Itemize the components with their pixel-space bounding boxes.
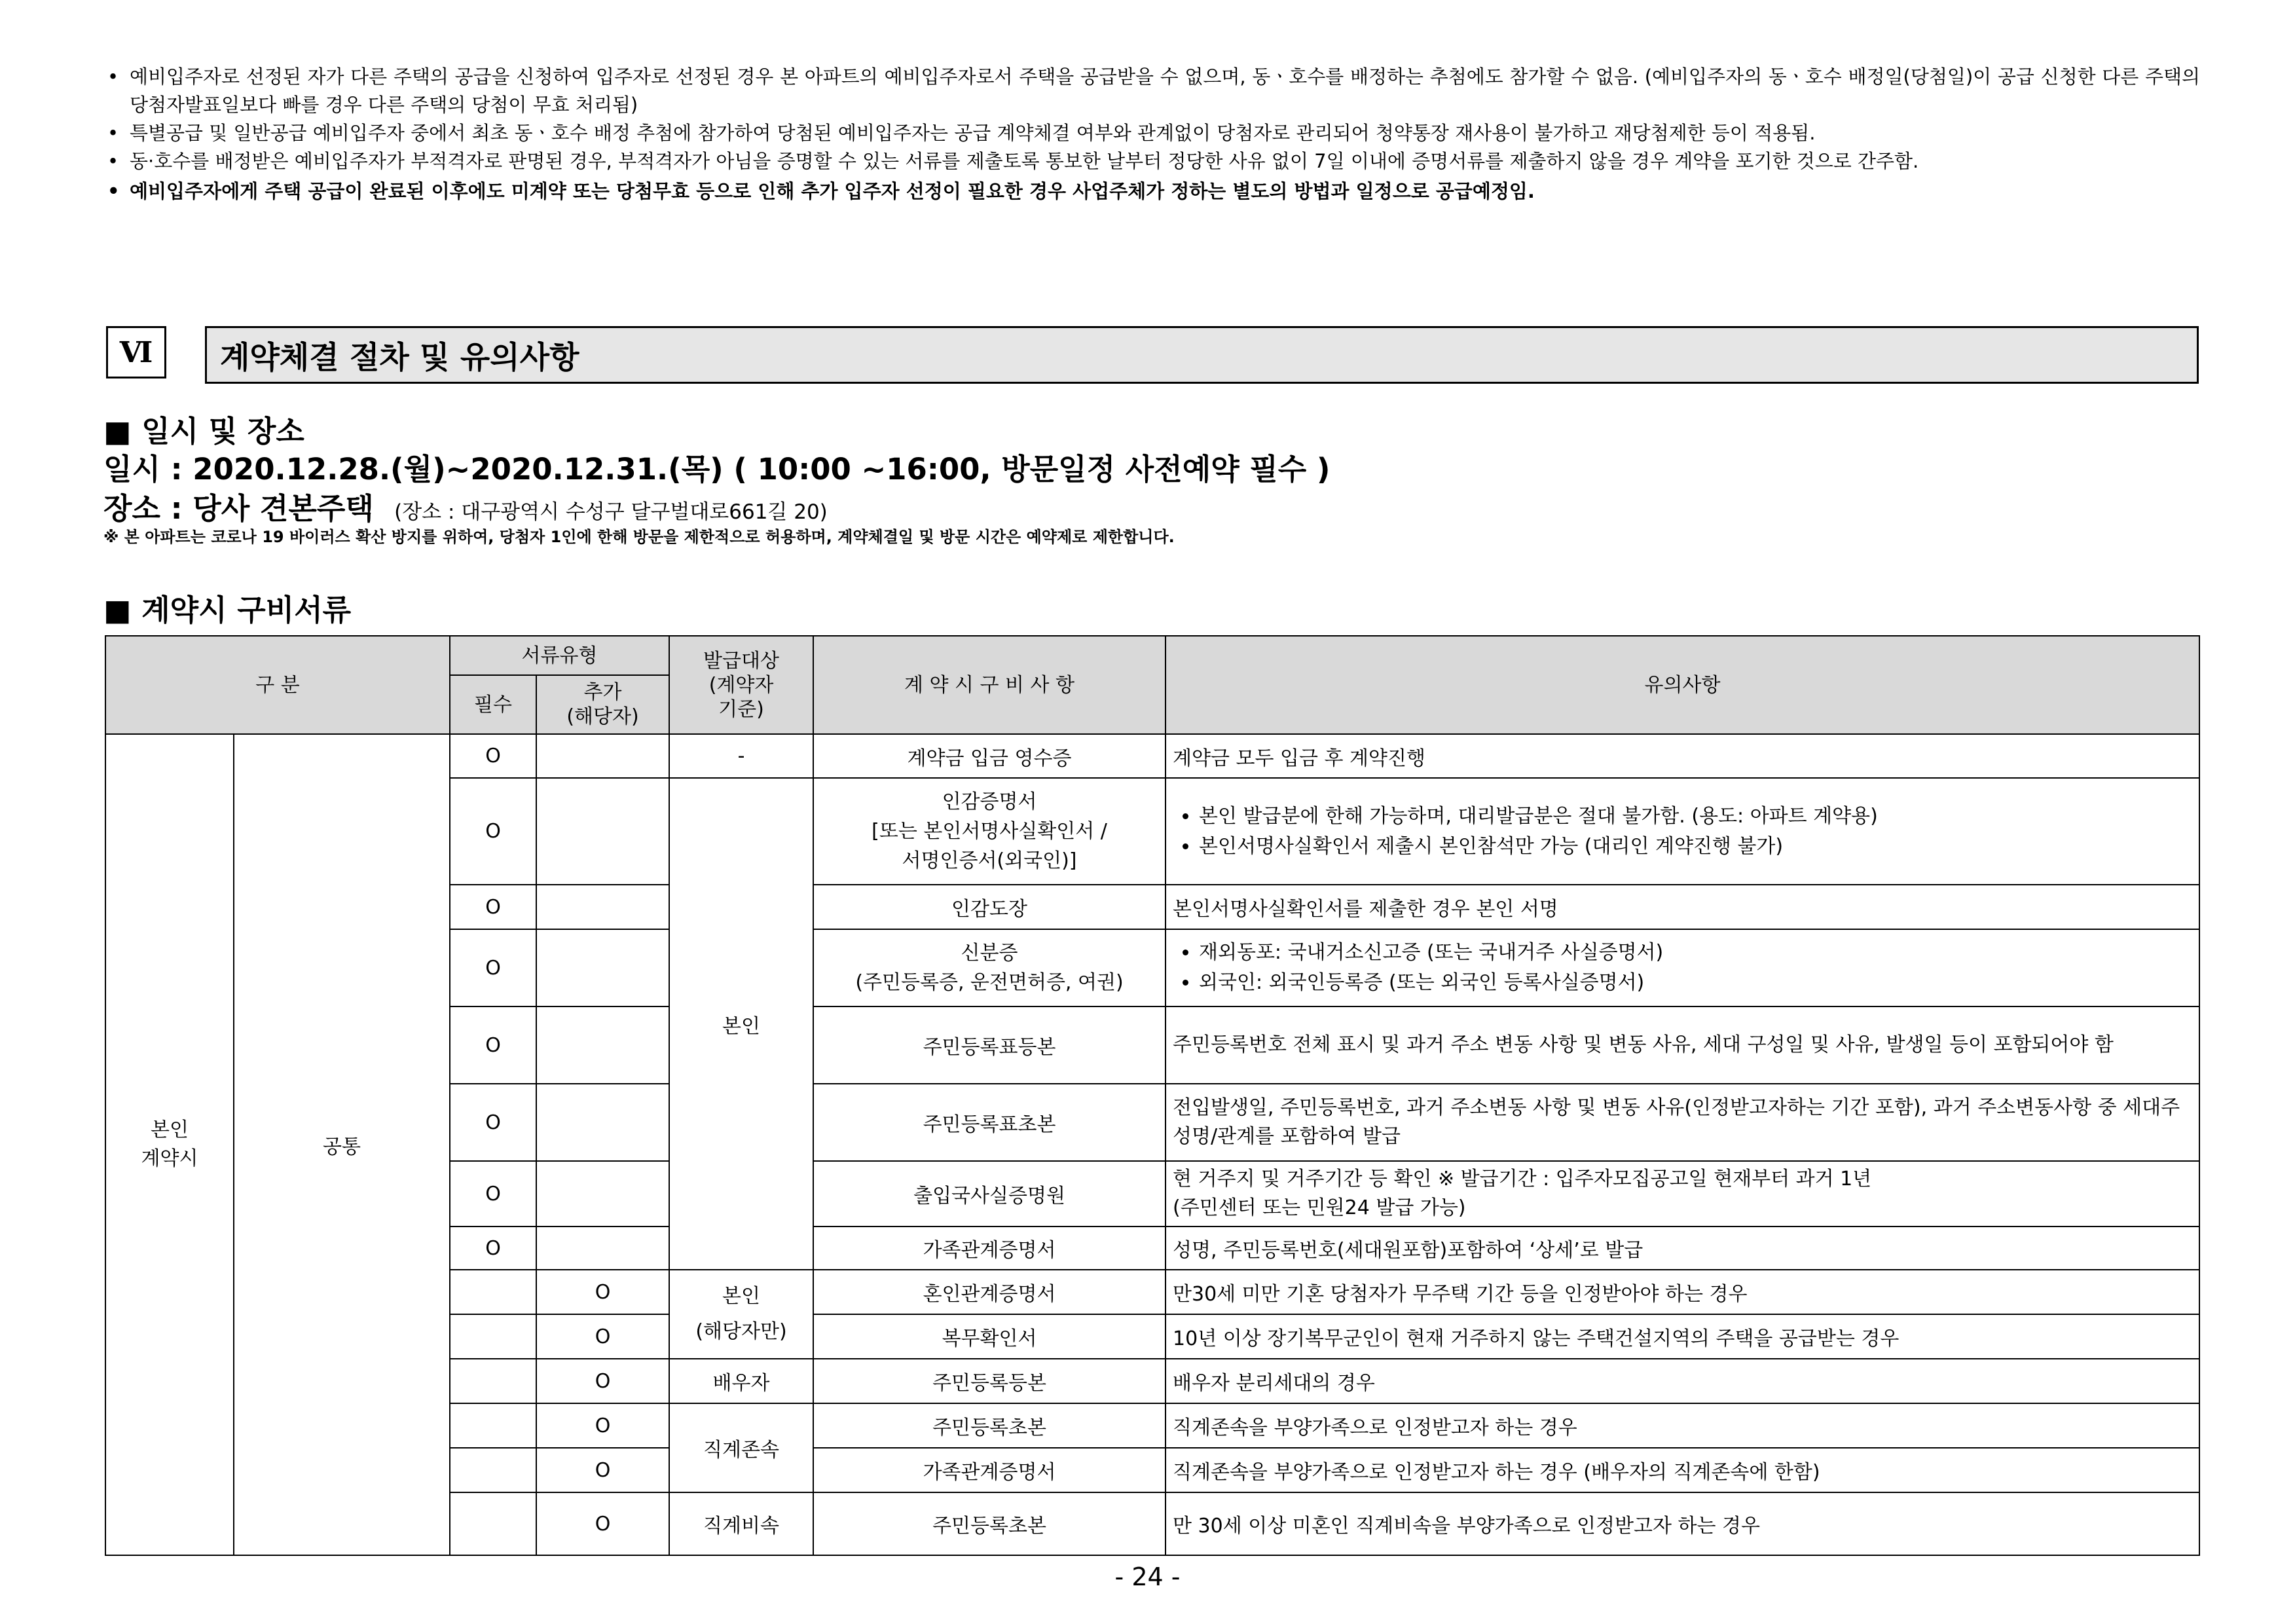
additional-cell: [536, 1161, 669, 1227]
additional-cell: [536, 734, 669, 778]
required-cell: O: [450, 734, 536, 778]
header-notes: 유의사항: [1166, 636, 2199, 734]
required-cell: [450, 1492, 536, 1555]
item-cell: 가족관계증명서: [813, 1448, 1166, 1492]
group-cell: 본인 계약시: [105, 734, 234, 1555]
additional-cell: O: [536, 1359, 669, 1403]
bullet: •: [107, 150, 119, 172]
note-item: [105, 119, 2200, 147]
item-cell: 인감도장: [813, 885, 1166, 929]
note-cell: 10년 이상 장기복무군인이 현재 거주하지 않는 주택건설지역의 주택을 공급받는 경우: [1166, 1314, 2199, 1359]
item-cell: 주민등록표등본: [813, 1006, 1166, 1084]
item-cell: 주민등록표초본: [813, 1084, 1166, 1161]
note-text: 예비입주자로 선정된 자가 다른 주택의 공급을 신청하여 입주자로 선정된 경우 본 아파트의 예비입주자로서 주택을 공급받을 수 없으며, 동ㆍ호수를 배정하는 추첨에도 참가할 수 없음. (예비입주자의 동ㆍ호수 배정일(당첨일)이 공급 신청한 다른 주택의 당첨자발표일보다 빠를 경우 다른 주택의 당첨이 무효 처리됨): [130, 65, 2200, 116]
schedule-place: [103, 485, 828, 527]
required-cell: O: [450, 1161, 536, 1227]
docs-heading: ■ 계약시 구비서류: [103, 593, 352, 627]
documents-table: [105, 635, 2200, 1556]
schedule-date: 일시 : 2020.12.28.(월)~2020.12.31.(목) ( 10:00 ~16:00, 방문일정 사전예약 필수 ): [103, 452, 1331, 487]
note-text: 예비입주자에게 주택 공급이 완료된 이후에도 미계약 또는 당첨무효 등으로 인해 추가 입주자 선정이 필요한 경우 사업주체가 정하는 별도의 방법과 일정으로 공급예정임.: [130, 180, 1535, 202]
note-item: [105, 63, 2200, 119]
issuer-cell: 배우자: [669, 1359, 813, 1403]
note-cell: 현 거주지 및 거주기간 등 확인 ※ 발급기간 : 입주자모집공고일 현재부터 과거 1년 (주민센터 또는 민원24 발급 가능): [1166, 1161, 2199, 1227]
additional-cell: [536, 1084, 669, 1161]
note-cell: 직계존속을 부양가족으로 인정받고자 하는 경우: [1166, 1403, 2199, 1448]
note-bullets: [1173, 802, 2192, 862]
item-cell: 주민등록초본: [813, 1403, 1166, 1448]
additional-cell: O: [536, 1448, 669, 1492]
item-cell: 주민등록초본: [813, 1492, 1166, 1555]
header-required: 필수: [450, 675, 536, 734]
schedule-warning: ※ 본 아파트는 코로나 19 바이러스 확산 방지를 위하여, 당첨자 1인에 한해 방문을 제한적으로 허용하며, 계약체결일 및 방문 시간은 예약제로 제한합니다.: [103, 528, 1175, 546]
header-row: [105, 636, 2199, 675]
required-cell: [450, 1270, 536, 1314]
note-item-bold: [105, 177, 2200, 206]
header-issuer: 발급대상 (계약자 기준): [669, 636, 813, 734]
item-cell: 주민등록등본: [813, 1359, 1166, 1403]
subgroup-cell: 공통: [234, 734, 450, 1555]
header-items: 계 약 시 구 비 사 항: [813, 636, 1166, 734]
header-doc-type: 서류유형: [450, 636, 669, 675]
issuer-cell: 본인: [669, 778, 813, 1270]
additional-cell: [536, 929, 669, 1006]
issuer-cell: -: [669, 734, 813, 778]
bullet: •: [107, 122, 119, 144]
note-bullet: • 본인서명사실확인서 제출시 본인참석만 가능 (대리인 계약진행 불가): [1199, 832, 2192, 862]
additional-cell: [536, 1227, 669, 1270]
item-cell: 혼인관계증명서: [813, 1270, 1166, 1314]
header-category: 구 분: [105, 636, 450, 734]
note-bullets: [1173, 938, 2192, 998]
required-cell: O: [450, 1006, 536, 1084]
item-cell: 인감증명서 [또는 본인서명사실확인서 / 서명인증서(외국인)]: [813, 778, 1166, 885]
place-detail: (장소 : 대구광역시 수성구 달구벌대로661길 20): [394, 500, 828, 524]
note-cell: 만 30세 이상 미혼인 직계비속을 부양가족으로 인정받고자 하는 경우: [1166, 1492, 2199, 1555]
note-cell: [1166, 778, 2199, 885]
issuer-cell: 직계존속: [669, 1403, 813, 1492]
note-bullet: • 재외동포: 국내거소신고증 (또는 국내거주 사실증명서): [1199, 938, 2192, 968]
section-title-text: 계약체결 절차 및 유의사항: [220, 339, 579, 376]
additional-cell: [536, 778, 669, 885]
issuer-cell: 직계비속: [669, 1492, 813, 1555]
schedule-heading: ■ 일시 및 장소: [103, 414, 304, 449]
issuer-cell: 본인 (해당자만): [669, 1270, 813, 1359]
header-additional: 추가 (해당자): [536, 675, 669, 734]
note-cell: 전입발생일, 주민등록번호, 과거 주소변동 사항 및 변동 사유(인정받고자하는 기간 포함), 과거 주소변동사항 중 세대주 성명/관계를 포함하여 발급: [1166, 1084, 2199, 1161]
note-bullet: • 외국인: 외국인등록증 (또는 외국인 등록사실증명서): [1199, 968, 2192, 998]
note-cell: 배우자 분리세대의 경우: [1166, 1359, 2199, 1403]
item-cell: 신분증 (주민등록증, 운전면허증, 여권): [813, 929, 1166, 1006]
item-cell: 복무확인서: [813, 1314, 1166, 1359]
note-cell: 직계존속을 부양가족으로 인정받고자 하는 경우 (배우자의 직계존속에 한함): [1166, 1448, 2199, 1492]
required-cell: O: [450, 885, 536, 929]
additional-cell: O: [536, 1270, 669, 1314]
required-cell: [450, 1403, 536, 1448]
bullet: •: [107, 65, 119, 88]
note-cell: 계약금 모두 입금 후 계약진행: [1166, 734, 2199, 778]
required-cell: [450, 1359, 536, 1403]
note-item: [105, 147, 2200, 175]
additional-cell: [536, 885, 669, 929]
required-cell: [450, 1314, 536, 1359]
note-text: 특별공급 및 일반공급 예비입주자 중에서 최초 동ㆍ호수 배정 추첨에 참가하여 당첨된 예비입주자는 공급 계약체결 여부와 관계없이 당첨자로 관리되어 청약통장 재사용이 불가하고 재당첨제한 등이 적용됨.: [130, 122, 1816, 144]
note-cell: 주민등록번호 전체 표시 및 과거 주소 변동 사항 및 변동 사유, 세대 구성일 및 사유, 발생일 등이 포함되어야 함: [1166, 1006, 2199, 1084]
required-cell: [450, 1448, 536, 1492]
note-cell: 성명, 주민등록번호(세대원포함)포함하여 ‘상세’로 발급: [1166, 1227, 2199, 1270]
table-row: [105, 734, 2199, 778]
page-number: - 24 -: [1114, 1562, 1181, 1591]
additional-cell: O: [536, 1492, 669, 1555]
section-number: Ⅵ: [106, 326, 166, 378]
note-bullet: • 본인 발급분에 한해 가능하며, 대리발급분은 절대 불가함. (용도: 아파트 계약용): [1199, 802, 2192, 832]
required-cell: O: [450, 1227, 536, 1270]
item-cell: 가족관계증명서: [813, 1227, 1166, 1270]
item-cell: 계약금 입금 영수증: [813, 734, 1166, 778]
section-title: [205, 326, 2199, 384]
required-cell: O: [450, 778, 536, 885]
notes-list: [105, 63, 2200, 206]
note-cell: 만30세 미만 기혼 당첨자가 무주택 기간 등을 인정받아야 하는 경우: [1166, 1270, 2199, 1314]
additional-cell: [536, 1006, 669, 1084]
note-cell: [1166, 929, 2199, 1006]
note-cell: 본인서명사실확인서를 제출한 경우 본인 서명: [1166, 885, 2199, 929]
note-text: 동·호수를 배정받은 예비입주자가 부적격자로 판명된 경우, 부적격자가 아님을 증명할 수 있는 서류를 제출토록 통보한 날부터 정당한 사유 없이 7일 이내에 증명서류를 제출하지 않을 경우 계약을 포기한 것으로 간주함.: [130, 150, 1919, 172]
required-cell: O: [450, 1084, 536, 1161]
place-main: 장소 : 당사 견본주택: [103, 491, 374, 526]
required-cell: O: [450, 929, 536, 1006]
item-cell: 출입국사실증명원: [813, 1161, 1166, 1227]
additional-cell: O: [536, 1314, 669, 1359]
additional-cell: O: [536, 1403, 669, 1448]
bullet: •: [107, 180, 120, 202]
